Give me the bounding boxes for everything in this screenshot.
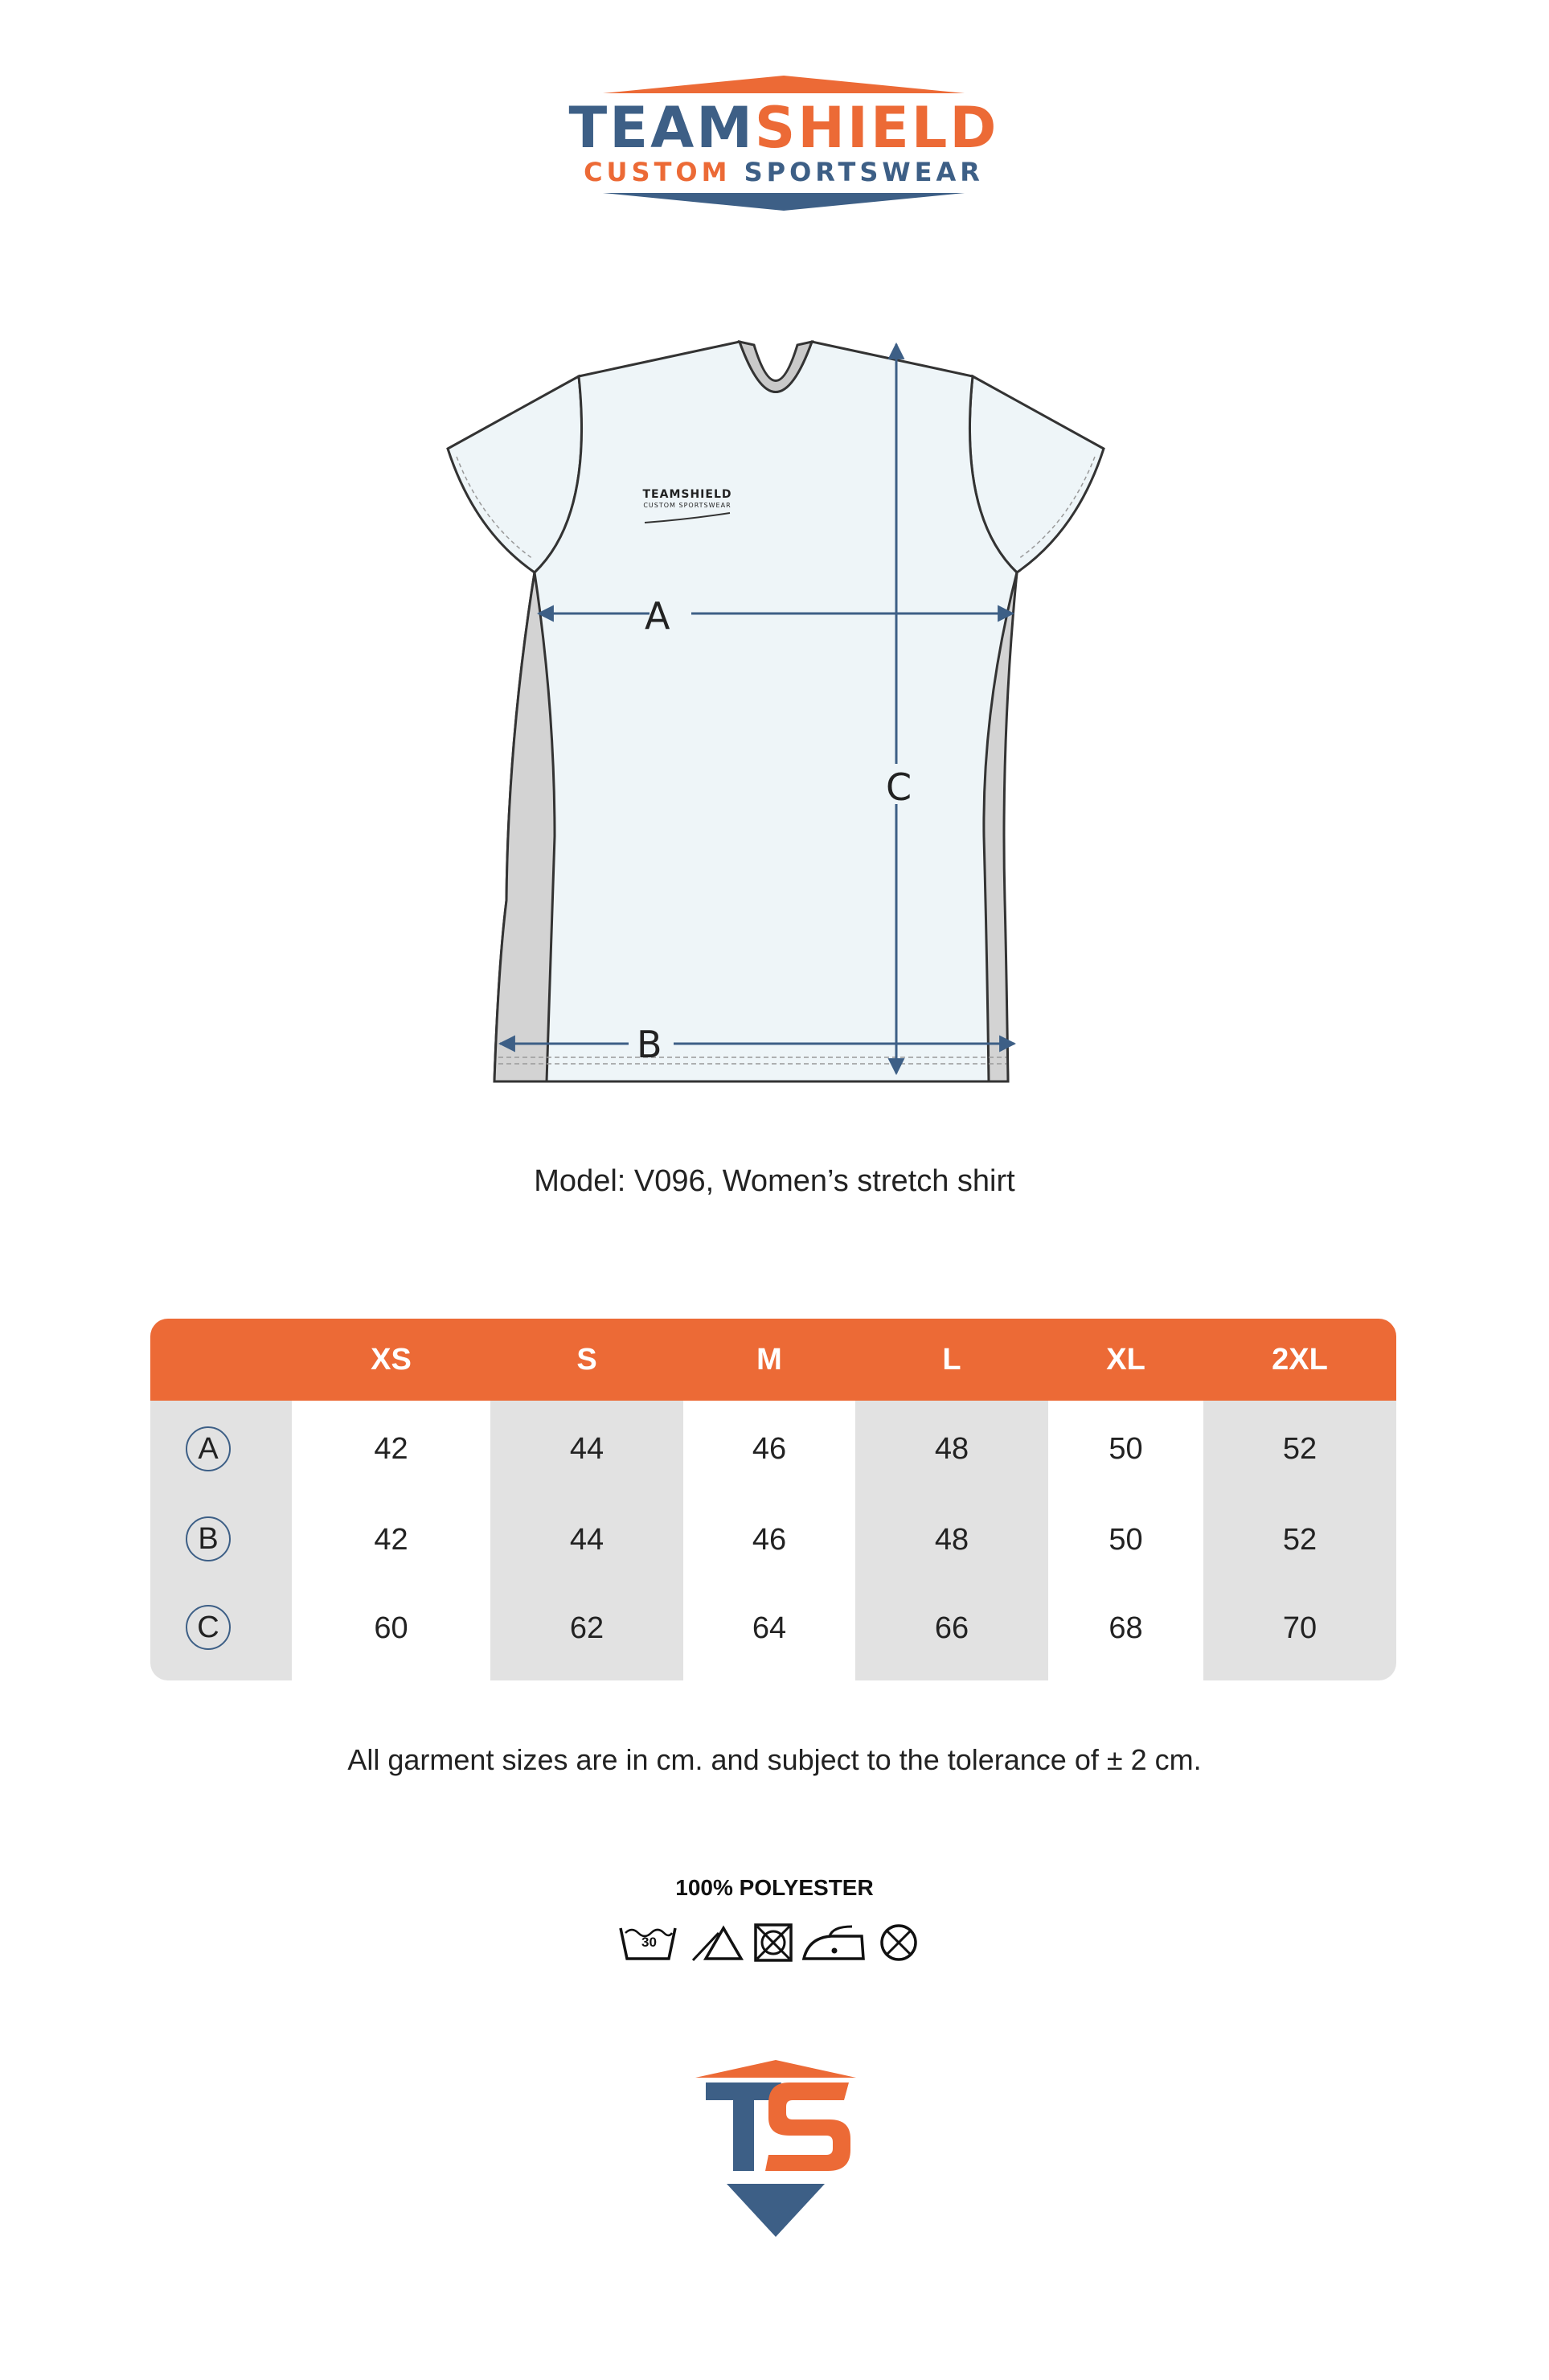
table-cell: 46: [752, 1523, 787, 1557]
size-header-l: L: [942, 1343, 961, 1377]
size-header-m: M: [756, 1343, 782, 1377]
row-key-a: A: [186, 1426, 231, 1471]
table-cell: 42: [374, 1523, 408, 1557]
table-cell: 44: [569, 1523, 604, 1557]
table-cell: 46: [752, 1432, 787, 1466]
table-cell: 48: [934, 1432, 969, 1466]
table-cell: 50: [1108, 1523, 1143, 1557]
no-tumble-dry-icon: [756, 1925, 791, 1960]
model-caption: Model: V096, Women’s stretch shirt: [534, 1164, 1015, 1198]
no-dry-clean-icon: [882, 1926, 916, 1959]
table-cell: 44: [569, 1432, 604, 1466]
size-chart-table: [150, 1319, 1396, 1680]
size-header-xs: XS: [371, 1343, 412, 1377]
wash-temperature-label: 30: [641, 1935, 657, 1950]
low-iron-icon: [804, 1927, 863, 1959]
size-header-xl: XL: [1106, 1343, 1145, 1377]
table-cell: 42: [374, 1432, 408, 1466]
dimension-label-a: A: [645, 594, 670, 638]
ts-shield-logo-icon: [691, 2058, 860, 2243]
chest-logo-line2: CUSTOM SPORTSWEAR: [643, 502, 731, 509]
table-cell: 66: [934, 1611, 969, 1645]
care-instructions: [619, 1917, 932, 1965]
ts-shield-logo-graphic: [691, 2058, 860, 2243]
table-cell: 48: [934, 1523, 969, 1557]
table-cell: 62: [569, 1611, 604, 1645]
table-cell: 52: [1282, 1523, 1317, 1557]
table-cell: 50: [1108, 1432, 1143, 1466]
row-key-b: B: [186, 1516, 231, 1561]
brand-logo-line1: TEAMSHIELD: [568, 95, 999, 161]
care-icons-strip: [619, 1917, 932, 1965]
dimension-label-b: B: [637, 1023, 662, 1066]
size-header-s: S: [576, 1343, 597, 1377]
dimension-label-c: C: [886, 765, 912, 809]
shirt-illustration: [434, 322, 1117, 1085]
table-cell: 52: [1282, 1432, 1317, 1466]
table-cell: 68: [1108, 1611, 1143, 1645]
table-cell: 70: [1282, 1611, 1317, 1645]
tolerance-note: All garment sizes are in cm. and subject to the tolerance of ± 2 cm.: [347, 1743, 1202, 1776]
brand-logo-line2: CUSTOM SPORTSWEAR: [584, 157, 984, 187]
brand-logo: [506, 72, 1061, 213]
shirt-diagram: [434, 322, 1117, 1085]
no-bleach-icon: [693, 1928, 741, 1960]
table-cell: 60: [374, 1611, 408, 1645]
chest-logo-line1: TEAMSHIELD: [642, 488, 732, 501]
table-cell: 64: [752, 1611, 787, 1645]
material-label: 100% POLYESTER: [675, 1875, 874, 1900]
row-key-c: C: [186, 1605, 231, 1650]
size-header-2xl: 2XL: [1272, 1343, 1328, 1377]
